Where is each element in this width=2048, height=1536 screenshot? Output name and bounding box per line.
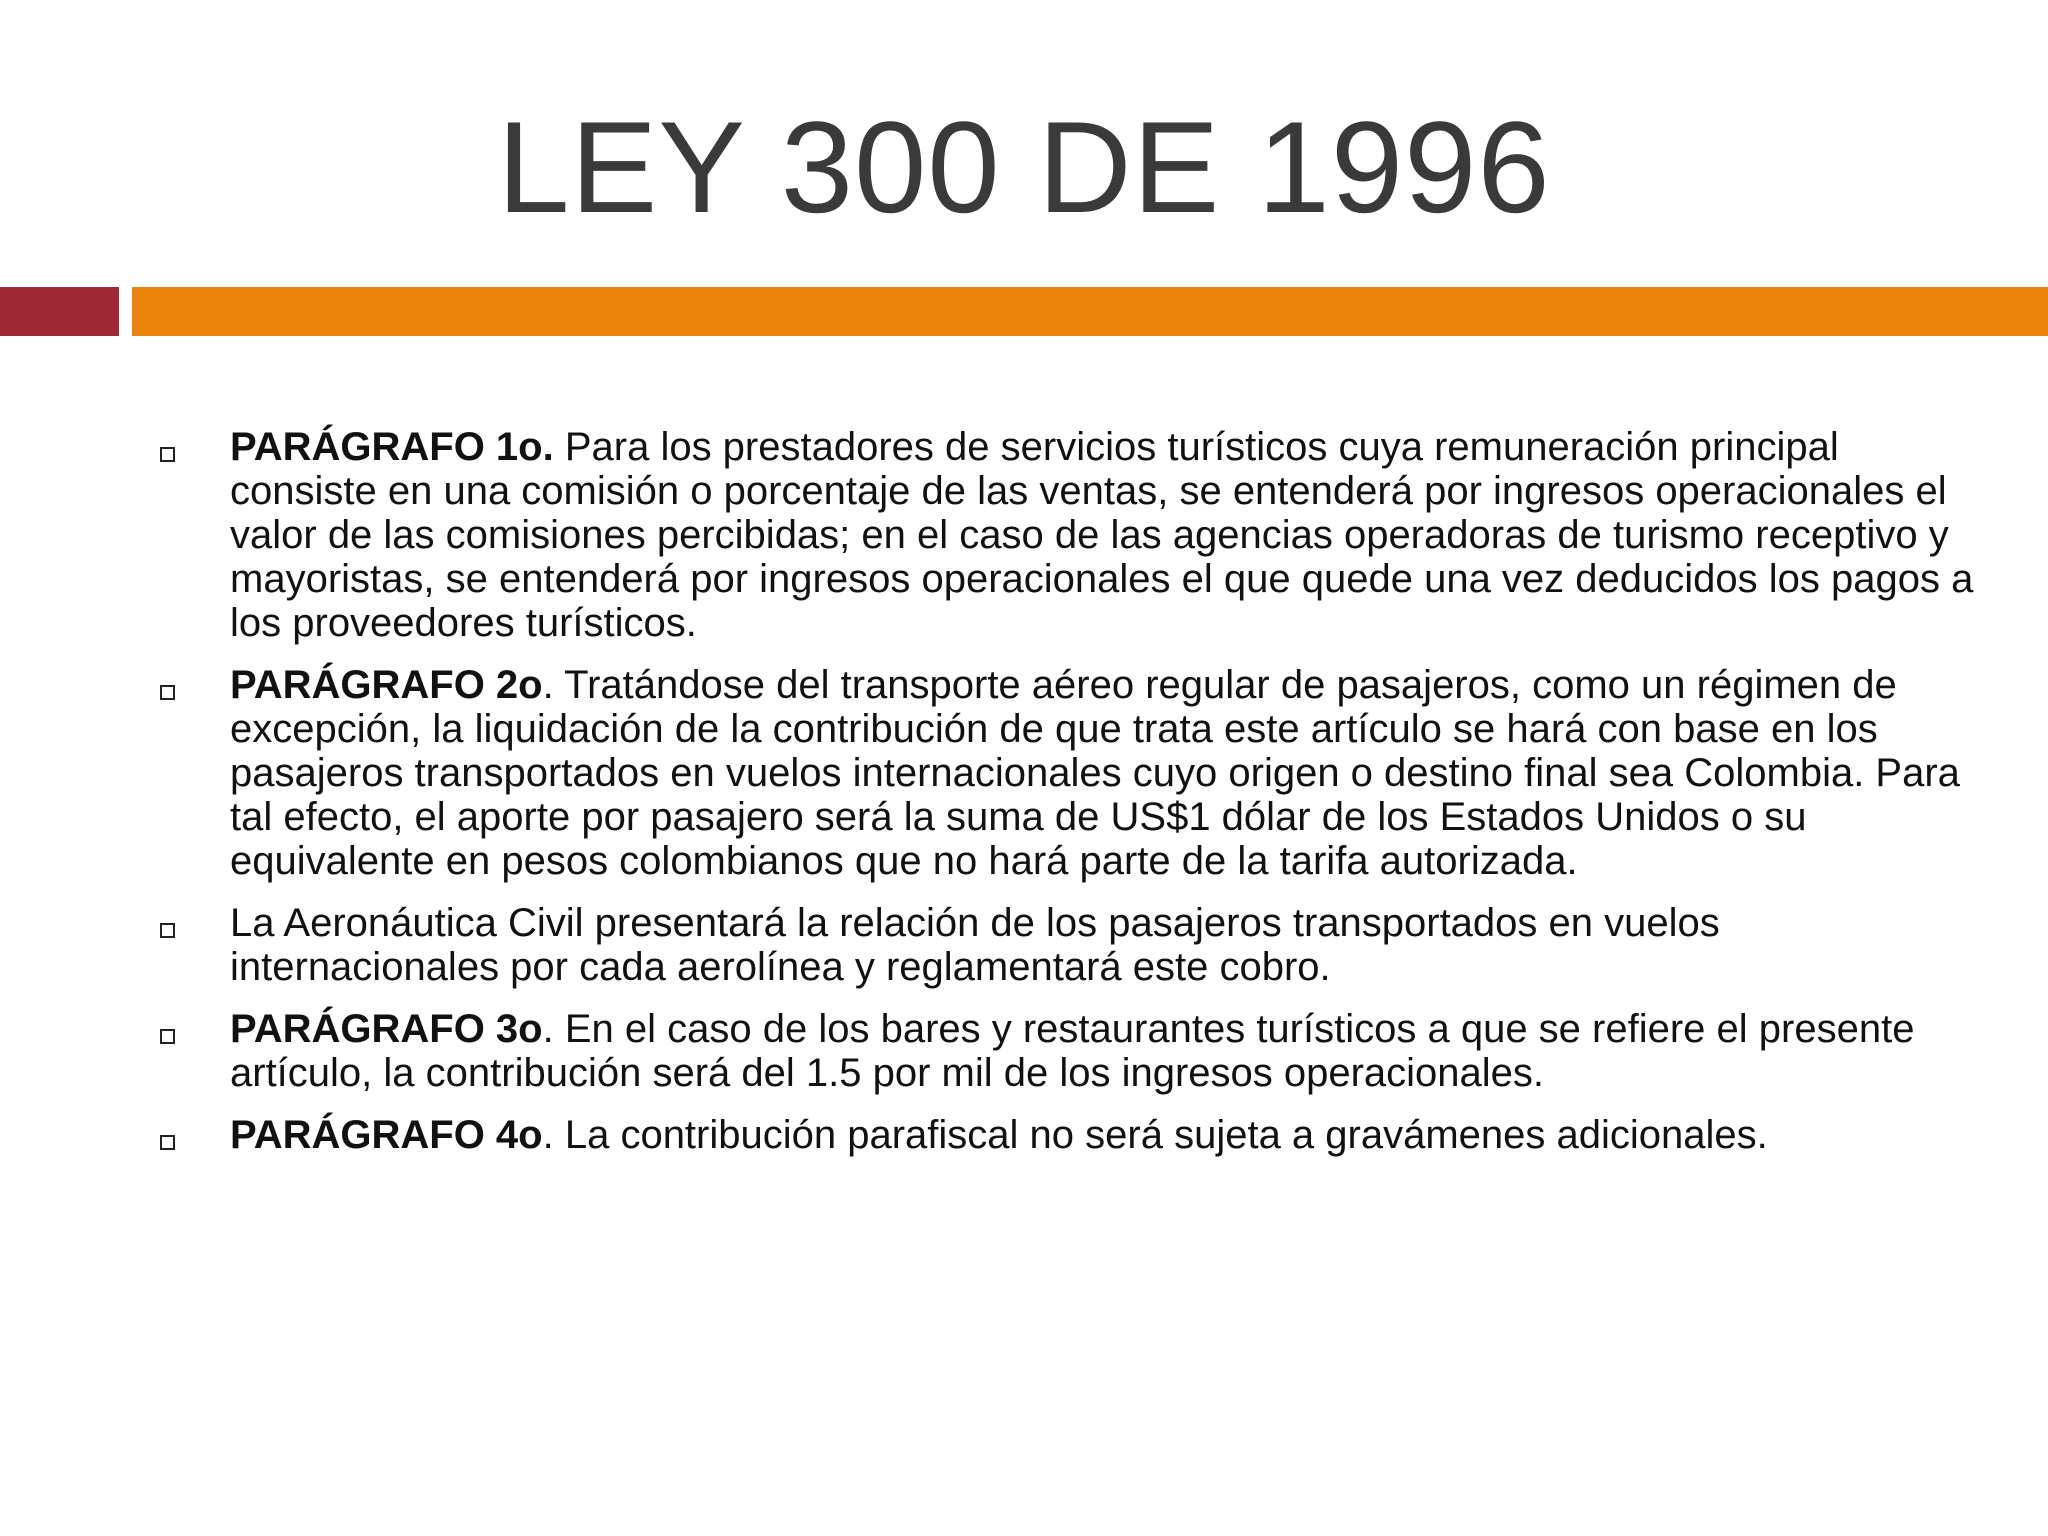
square-bullet-icon	[160, 447, 175, 462]
square-bullet-icon	[160, 1029, 175, 1044]
bullet-text: La Aeronáutica Civil presentará la relación de los pasajeros transportados en vuelos internacionales por cada aerolínea y reglamentará este cobro.	[230, 901, 1720, 989]
slide-title: LEY 300 DE 1996	[497, 94, 1551, 240]
bullet-text: . En el caso de los bares y restaurantes turísticos a que se refiere el presente artículo, la contribución será del 1.5 por mil de los ingresos operacionales.	[230, 1007, 1915, 1095]
bullet-list	[0, 425, 2048, 1175]
bullet-label: PARÁGRAFO 1o.	[230, 425, 554, 469]
accent-bar-right	[132, 287, 2048, 336]
bullet-item-paragrafo-1	[0, 425, 2048, 645]
square-bullet-icon	[160, 1135, 175, 1150]
bullet-text: . La contribución parafiscal no será sujeta a gravámenes adicionales.	[542, 1113, 1768, 1157]
bullet-item-paragrafo-2	[0, 663, 2048, 883]
square-bullet-icon	[160, 685, 175, 700]
bullet-label: PARÁGRAFO 4o	[230, 1113, 543, 1157]
bullet-item-paragrafo-3	[0, 1007, 2048, 1095]
square-bullet-icon	[160, 923, 175, 938]
bullet-text: . Tratándose del transporte aéreo regular de pasajeros, como un régimen de excepción, la liquidación de la contribución de que trata este artículo se hará con base en los pasajeros transportados en vuelos internacionales cuyo origen o destino final sea Colombia. Para tal efecto, el aporte por pasajero será la suma de US$1 dólar de los Estados Unidos o su equivalente en pesos colombianos que no hará parte de la tarifa autorizada.	[230, 663, 1960, 883]
bullet-item-aeronautica	[0, 901, 2048, 989]
bullet-text: Para los prestadores de servicios turísticos cuya remuneración principal consiste en una comisión o porcentaje de las ventas, se entenderá por ingresos operacionales el valor de las comisiones percibidas; en el caso de las agencias operadoras de turismo receptivo y mayoristas, se entenderá por ingresos operacionales el que quede una vez deducidos los pagos a los proveedores turísticos.	[230, 425, 1974, 645]
accent-bar-left	[0, 287, 119, 336]
bullet-label: PARÁGRAFO 3o	[230, 1007, 543, 1051]
bullet-label: PARÁGRAFO 2o	[230, 663, 543, 707]
bullet-item-paragrafo-4	[0, 1113, 2048, 1157]
